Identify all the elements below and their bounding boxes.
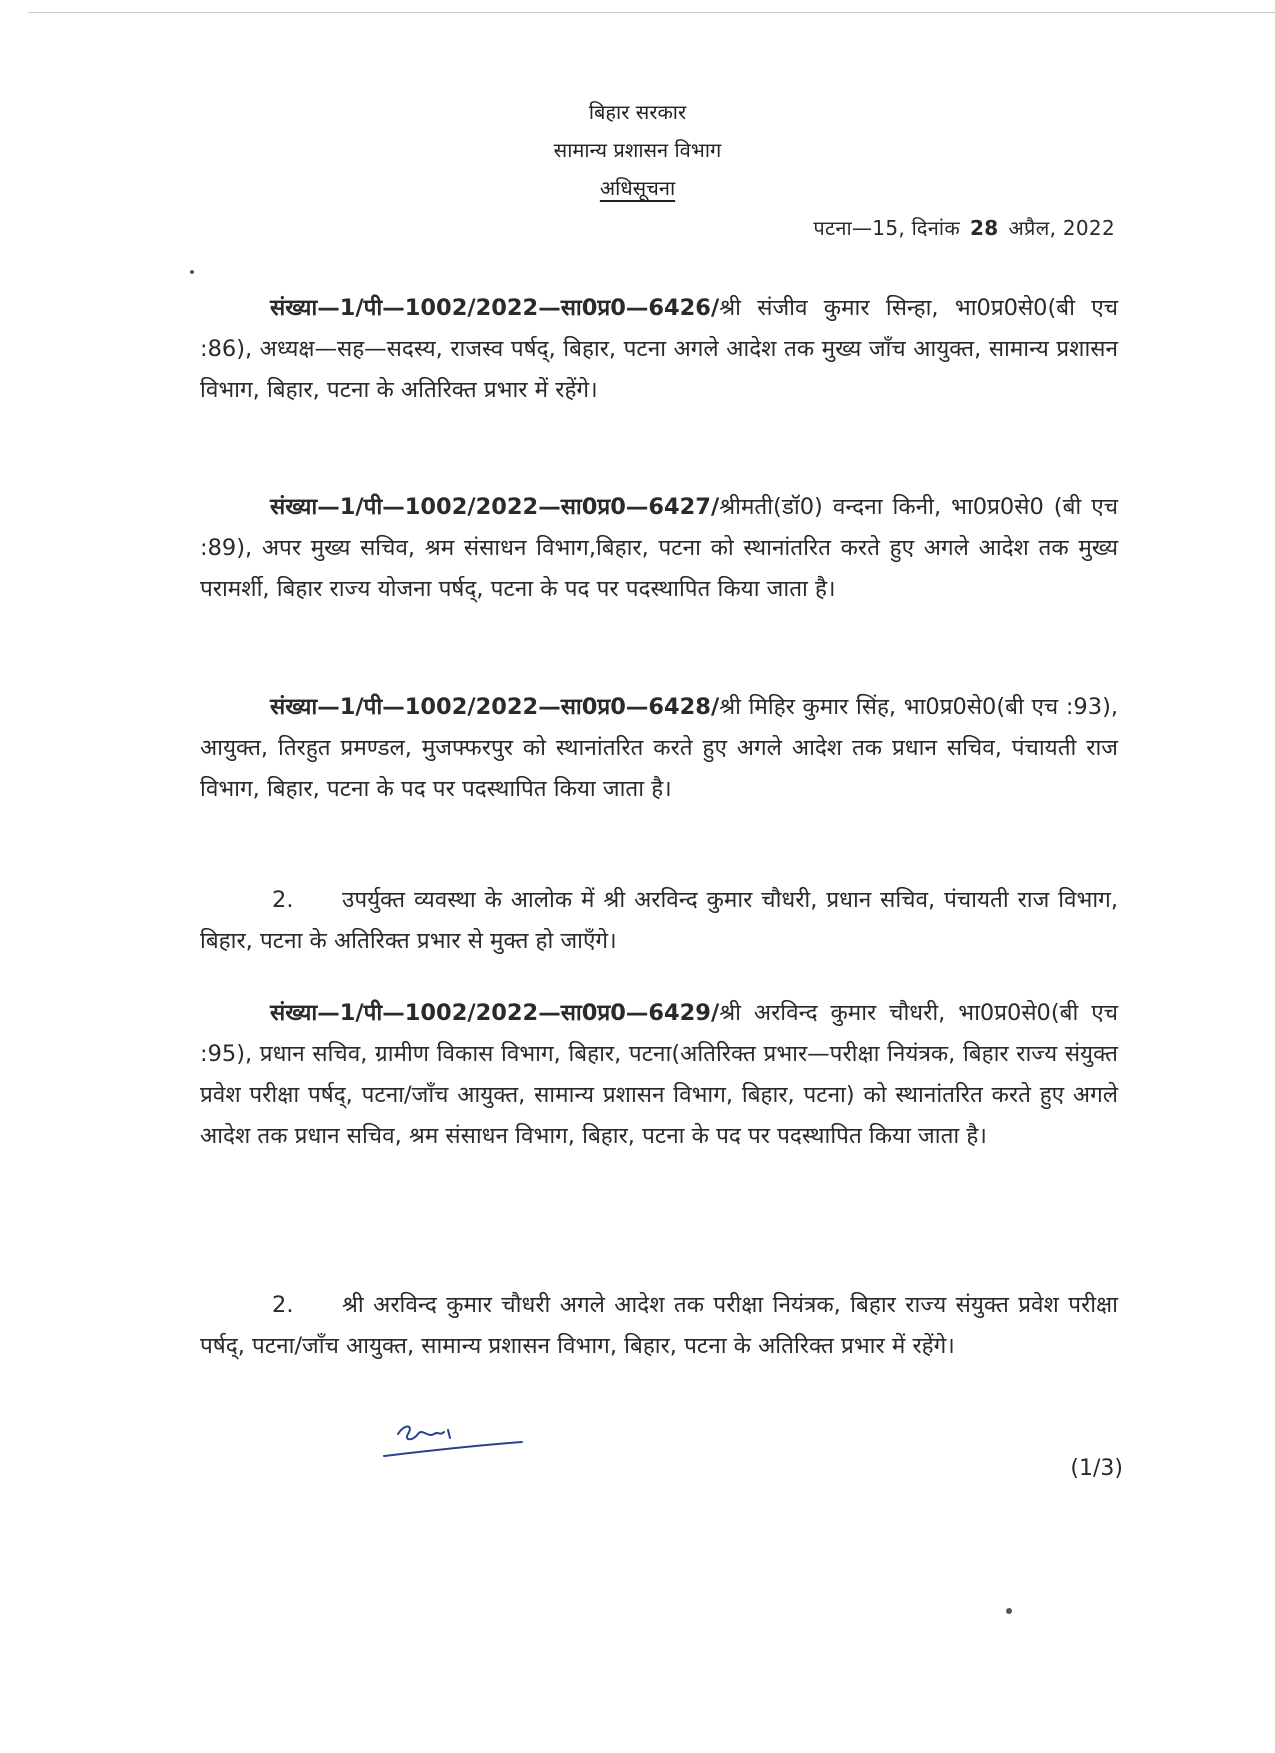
signature-mark	[378, 1412, 528, 1462]
paragraph-text: श्री संजीव कुमार सिन्हा, भा0प्र0से0(बी एच :86), अध्यक्ष—सह—सदस्य, राजस्व पर्षद्, बिहार, पटना अगले आदेश तक मुख्य जॉंच आयुक्त, सामान्य प्रशासन विभाग, बिहार, पटना के अतिरिक्त प्रभार में रहेंगे।	[200, 295, 1118, 403]
paragraph-6429-clause-2	[200, 1285, 1118, 1367]
place-label: पटना—15, दिनांक	[813, 216, 961, 240]
clause-number: 2.	[272, 1292, 294, 1318]
reference-number: संख्या—1/पी—1002/2022—सा0प्र0—6426/	[270, 295, 720, 321]
date-month-year: अप्रैल, 2022	[1008, 216, 1115, 240]
clause-number: 2.	[272, 887, 294, 913]
scan-speck	[1006, 1608, 1012, 1614]
scan-speck	[190, 270, 194, 274]
paragraph-6429	[200, 993, 1118, 1157]
paragraph-text: श्री अरविन्द कुमार चौधरी, भा0प्र0से0(बी एच :95), प्रधान सचिव, ग्रामीण विकास विभाग, बिहार, पटना(अतिरिक्त प्रभार—परीक्षा नियंत्रक, बिहार राज्य संयुक्त प्रवेश परीक्षा पर्षद्, पटना/जॉंच आयुक्त, सामान्य प्रशासन विभाग, बिहार, पटना) को स्थानांतरित करते हुए अगले आदेश तक प्रधान सचिव, श्रम संसाधन विभाग, बिहार, पटना के पद पर पदस्थापित किया जाता है।	[200, 1000, 1118, 1149]
paragraph-text: उपर्युक्त व्यवस्था के आलोक में श्री अरविन्द कुमार चौधरी, प्रधान सचिव, पंचायती राज विभाग, बिहार, पटना के अतिरिक्त प्रभार से मुक्त हो जाएँगे।	[200, 887, 1118, 954]
reference-number: संख्या—1/पी—1002/2022—सा0प्र0—6429/	[270, 1000, 720, 1026]
paragraph-6428	[200, 687, 1118, 810]
department-title: सामान्य प्रशासन विभाग	[553, 138, 722, 162]
page-number: (1/3)	[1070, 1456, 1123, 1481]
paragraph-text: श्री अरविन्द कुमार चौधरी अगले आदेश तक परीक्षा नियंत्रक, बिहार राज्य संयुक्त प्रवेश परीक्षा पर्षद्, पटना/जॉंच आयुक्त, सामान्य प्रशासन विभाग, बिहार, पटना के अतिरिक्त प्रभार में रहेंगे।	[200, 1292, 1118, 1359]
paragraph-6427	[200, 487, 1118, 610]
date-day: 28	[970, 216, 999, 240]
reference-number: संख्या—1/पी—1002/2022—सा0प्र0—6428/	[270, 694, 720, 720]
paragraph-6426	[200, 288, 1118, 411]
paragraph-text: श्री मिहिर कुमार सिंह, भा0प्र0से0(बी एच :93), आयुक्त, तिरहुत प्रमण्डल, मुजफ्फरपुर को स्थानांतरित करते हुए अगले आदेश तक प्रधान सचिव, पंचायती राज विभाग, बिहार, पटना के पद पर पदस्थापित किया जाता है।	[200, 694, 1118, 802]
government-title: बिहार सरकार	[588, 100, 687, 124]
scan-edge-line	[28, 12, 1275, 13]
notification-title: अधिसूचना	[599, 176, 676, 200]
place-and-date	[813, 214, 1115, 241]
paragraph-text: श्रीमती(डॉ0) वन्दना किनी, भा0प्र0से0 (बी एच :89), अपर मुख्य सचिव, श्रम संसाधन विभाग,बिहार, पटना को स्थानांतरित करते हुए अगले आदेश तक मुख्य परामर्शी, बिहार राज्य योजना पर्षद्, पटना के पद पर पदस्थापित किया जाता है।	[200, 494, 1118, 602]
reference-number: संख्या—1/पी—1002/2022—सा0प्र0—6427/	[270, 494, 720, 520]
paragraph-6428-clause-2	[200, 880, 1118, 962]
